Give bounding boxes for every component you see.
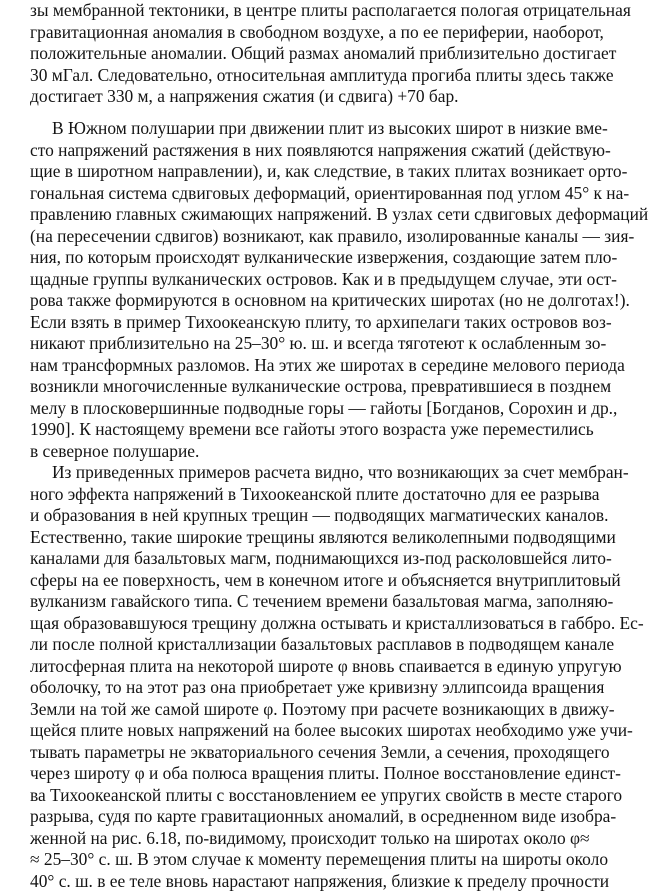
- text-line: женной на рис. 6.18, по-видимому, происходит только на широтах около φ≈: [30, 828, 586, 850]
- text-line: Естественно, такие широкие трещины являются великолепными подводящими: [30, 527, 586, 549]
- text-line: никают приблизительно на 25–30° ю. ш. и всегда тяготеют к ослабленным зо-: [30, 333, 586, 355]
- text-line: Если взять в пример Тихоокеанскую плиту, то архипелаги таких островов воз-: [30, 312, 586, 334]
- paragraph-continuation: [30, 0, 586, 108]
- text-line: в северное полушарие.: [30, 441, 586, 463]
- text-line: возникли многочисленные вулканические острова, превратившиеся в позднем: [30, 376, 586, 398]
- text-line: оболочку, то на этот раз она приобретает уже кривизну эллипсоида вращения: [30, 677, 586, 699]
- text-line: вулканизм гавайского типа. С течением времени базальтовая магма, заполняю-: [30, 591, 586, 613]
- text-line: разрыва, судя по карте гравитационных аномалий, в осредненном виде изобра-: [30, 806, 586, 828]
- text-line: ≈ 25–30° с. ш. В этом случае к моменту перемещения плиты на широты около: [30, 849, 586, 871]
- text-line: 30 мГал. Следовательно, относительная амплитуда прогиба плиты здесь также: [30, 65, 586, 87]
- text-line: гравитационная аномалия в свободном воздухе, а по ее периферии, наоборот,: [30, 22, 586, 44]
- text-line: и образования в ней крупных трещин — подводящих магматических каналов.: [30, 505, 586, 527]
- text-line: положительные аномалии. Общий размах аномалий приблизительно достигает: [30, 43, 586, 65]
- paragraph-calculation-examples: [30, 462, 586, 892]
- text-line: сто напряжений растяжения в них появляются напряжения сжатий (действую-: [30, 140, 586, 162]
- text-line: каналами для базальтовых магм, поднимающихся из-под расколовшейся лито-: [30, 548, 586, 570]
- text-line: литосферная плита на некоторой широте φ вновь спаивается в единую упругую: [30, 656, 586, 678]
- text-line: щие в широтном направлении), и, как следствие, в таких плитах возникает орто-: [30, 161, 586, 183]
- text-line: нам трансформных разломов. На этих же широтах в середине мелового периода: [30, 355, 586, 377]
- text-line: правлению главных сжимающих напряжений. В узлах сети сдвиговых деформаций: [30, 204, 586, 226]
- text-line: (на пересечении сдвигов) возникают, как правило, изолированные каналы — зия-: [30, 226, 586, 248]
- text-line: мелу в плосковершинные подводные горы — гайоты [Богданов, Сорохин и др.,: [30, 398, 586, 420]
- text-line: через широту φ и оба полюса вращения плиты. Полное восстановление единст-: [30, 763, 586, 785]
- text-line: щадные группы вулканических островов. Как и в предыдущем случае, эти ост-: [30, 269, 586, 291]
- text-line: сферы на ее поверхность, чем в конечном итоге и объясняется внутриплитовый: [30, 570, 586, 592]
- text-line: Земли на той же самой широте φ. Поэтому при расчете возникающих в движу-: [30, 699, 586, 721]
- text-line: ва Тихоокеанской плиты с восстановлением ее упругих свойств в месте старого: [30, 785, 586, 807]
- text-line: В Южном полушарии при движении плит из высоких широт в низкие вме-: [30, 118, 586, 140]
- text-line: ли после полной кристаллизации базальтовых расплавов в подводящем канале: [30, 634, 586, 656]
- text-line: щая образовавшуюся трещину должна остывать и кристаллизоваться в габбро. Ес-: [30, 613, 586, 635]
- text-line: ния, по которым происходят вулканические извержения, создающие затем пло-: [30, 247, 586, 269]
- text-line: щейся плите новых напряжений на более высоких широтах необходимо уже учи-: [30, 720, 586, 742]
- text-line: тывать параметры не экваториального сечения Земли, а сечения, проходящего: [30, 742, 586, 764]
- text-line: ного эффекта напряжений в Тихоокеанской плите достаточно для ее разрыва: [30, 484, 586, 506]
- text-line: зы мембранной тектоники, в центре плиты располагается пологая отрицательная: [30, 0, 586, 22]
- text-line: 1990]. К настоящему времени все гайоты этого возраста уже переместились: [30, 419, 586, 441]
- paragraph-southern-hemisphere: [30, 118, 586, 462]
- text-line: достигает 330 м, а напряжения сжатия (и сдвига) +70 бар.: [30, 86, 586, 108]
- text-line: рова также формируются в основном на критических широтах (но не долготах!).: [30, 290, 586, 312]
- text-line: Из приведенных примеров расчета видно, что возникающих за счет мембран-: [30, 462, 586, 484]
- text-line: гональная система сдвиговых деформаций, ориентированная под углом 45° к на-: [30, 183, 586, 205]
- text-line: 40° с. ш. в ее теле вновь нарастают напряжения, близкие к пределу прочности: [30, 871, 586, 892]
